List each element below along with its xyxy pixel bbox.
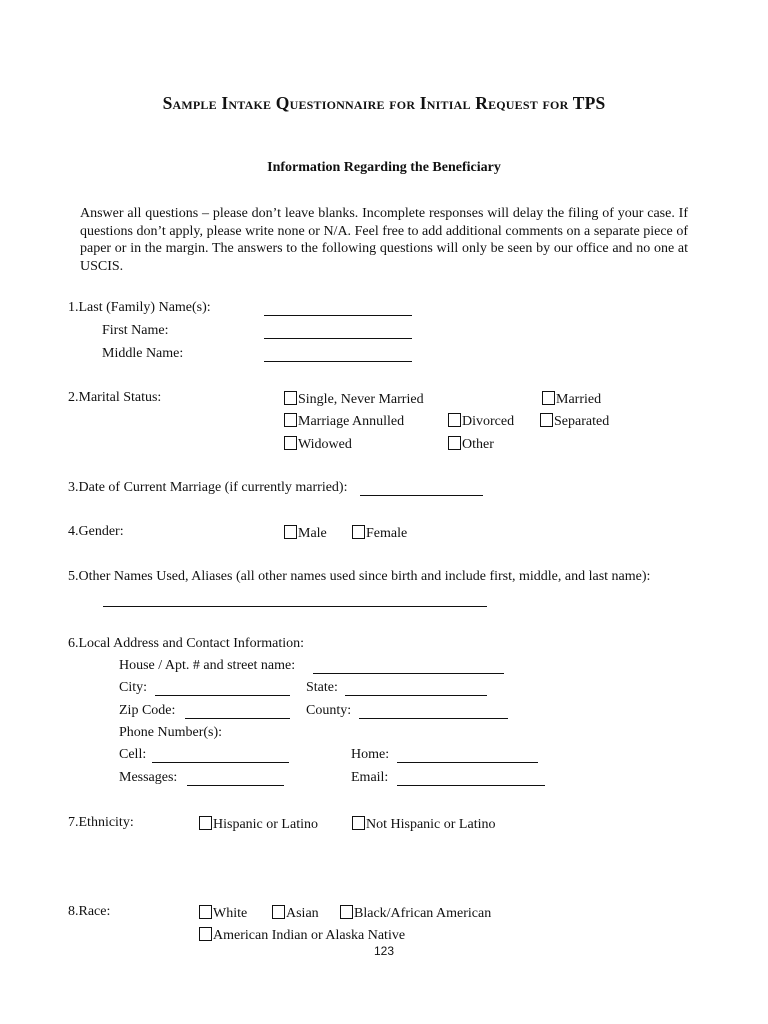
- checkbox[interactable]: [352, 525, 365, 539]
- option-label: Widowed: [298, 437, 352, 452]
- document-title: Sample Intake Questionnaire for Initial Request for TPS: [162, 93, 606, 113]
- checkbox[interactable]: [272, 905, 285, 919]
- checkbox[interactable]: [352, 816, 365, 830]
- checkbox[interactable]: [448, 413, 461, 427]
- option-label: Separated: [554, 414, 610, 429]
- option-single[interactable]: [284, 391, 424, 407]
- option-marriage-annulled[interactable]: [284, 413, 404, 429]
- option-widowed[interactable]: [284, 436, 352, 452]
- first-name-field[interactable]: [264, 326, 412, 339]
- option-label: Hispanic or Latino: [213, 817, 318, 832]
- middle-name-field[interactable]: [264, 349, 412, 362]
- state-field[interactable]: [345, 683, 487, 696]
- option-label: Married: [556, 392, 602, 407]
- q5-other-names-label: 5.Other Names Used, Aliases (all other names used since birth and include first, middle, and last name):: [68, 569, 651, 584]
- zip-field[interactable]: [185, 706, 290, 719]
- option-label: Asian: [286, 906, 319, 921]
- county-label: County:: [306, 703, 352, 718]
- checkbox[interactable]: [284, 391, 297, 405]
- q1-last-name-label: 1.Last (Family) Name(s):: [68, 300, 211, 315]
- email-label: Email:: [351, 770, 389, 785]
- section-heading: Information Regarding the Beneficiary: [267, 160, 501, 175]
- q6-address-label: 6.Local Address and Contact Information:: [68, 636, 304, 651]
- checkbox[interactable]: [284, 525, 297, 539]
- option-other[interactable]: [448, 436, 494, 452]
- instructions-paragraph: Answer all questions – please don’t leave blanks. Incomplete responses will delay the filing of your case. If questions don’t apply, please write none or N/A. Feel free to add additional comments on a separate piece of paper or in the margin. The answers to the following questions will only be seen by our office and no one at USCIS.: [80, 206, 688, 274]
- checkbox[interactable]: [340, 905, 353, 919]
- home-field[interactable]: [397, 750, 538, 763]
- phone-label: Phone Number(s):: [119, 725, 223, 740]
- option-not-hispanic[interactable]: [352, 816, 495, 832]
- q3-marriage-date-label: 3.Date of Current Marriage (if currently married):: [68, 480, 348, 495]
- option-white[interactable]: [199, 905, 247, 921]
- checkbox[interactable]: [448, 436, 461, 450]
- checkbox[interactable]: [199, 927, 212, 941]
- marriage-date-field[interactable]: [360, 483, 483, 496]
- city-label: City:: [119, 680, 148, 695]
- q1-middle-name-label: Middle Name:: [102, 346, 184, 361]
- option-asian[interactable]: [272, 905, 319, 921]
- option-female[interactable]: [352, 525, 407, 541]
- option-american-indian[interactable]: [199, 927, 405, 943]
- option-label: Male: [298, 526, 327, 541]
- option-divorced[interactable]: [448, 413, 514, 429]
- checkbox[interactable]: [540, 413, 553, 427]
- option-black[interactable]: [340, 905, 491, 921]
- house-field[interactable]: [313, 661, 504, 674]
- q4-gender-label: 4.Gender:: [68, 524, 124, 539]
- county-field[interactable]: [359, 706, 508, 719]
- q1-first-name-label: First Name:: [102, 323, 169, 338]
- q2-marital-status-label: 2.Marital Status:: [68, 390, 162, 405]
- page-number: 123: [373, 944, 395, 958]
- checkbox[interactable]: [284, 413, 297, 427]
- checkbox[interactable]: [199, 816, 212, 830]
- option-label: Single, Never Married: [298, 392, 424, 407]
- option-label: Female: [366, 526, 408, 541]
- option-label: Other: [462, 437, 494, 452]
- option-label: White: [213, 906, 248, 921]
- cell-field[interactable]: [152, 750, 289, 763]
- checkbox[interactable]: [199, 905, 212, 919]
- option-married[interactable]: [542, 391, 601, 407]
- q7-ethnicity-label: 7.Ethnicity:: [68, 815, 134, 830]
- city-field[interactable]: [155, 683, 290, 696]
- state-label: State:: [306, 680, 338, 695]
- cell-label: Cell:: [119, 747, 147, 762]
- messages-label: Messages:: [119, 770, 178, 785]
- option-label: Divorced: [462, 414, 515, 429]
- q8-race-label: 8.Race:: [68, 904, 111, 919]
- zip-label: Zip Code:: [119, 703, 176, 718]
- other-names-field[interactable]: [103, 594, 487, 607]
- option-separated[interactable]: [540, 413, 609, 429]
- option-label: Marriage Annulled: [298, 414, 405, 429]
- checkbox[interactable]: [284, 436, 297, 450]
- house-label: House / Apt. # and street name:: [119, 658, 296, 673]
- option-label: Black/African American: [354, 906, 492, 921]
- option-male[interactable]: [284, 525, 327, 541]
- checkbox[interactable]: [542, 391, 555, 405]
- email-field[interactable]: [397, 773, 545, 786]
- option-hispanic[interactable]: [199, 816, 318, 832]
- option-label: American Indian or Alaska Native: [213, 928, 406, 943]
- option-label: Not Hispanic or Latino: [366, 817, 496, 832]
- home-label: Home:: [351, 747, 390, 762]
- messages-field[interactable]: [187, 773, 284, 786]
- last-name-field[interactable]: [264, 303, 412, 316]
